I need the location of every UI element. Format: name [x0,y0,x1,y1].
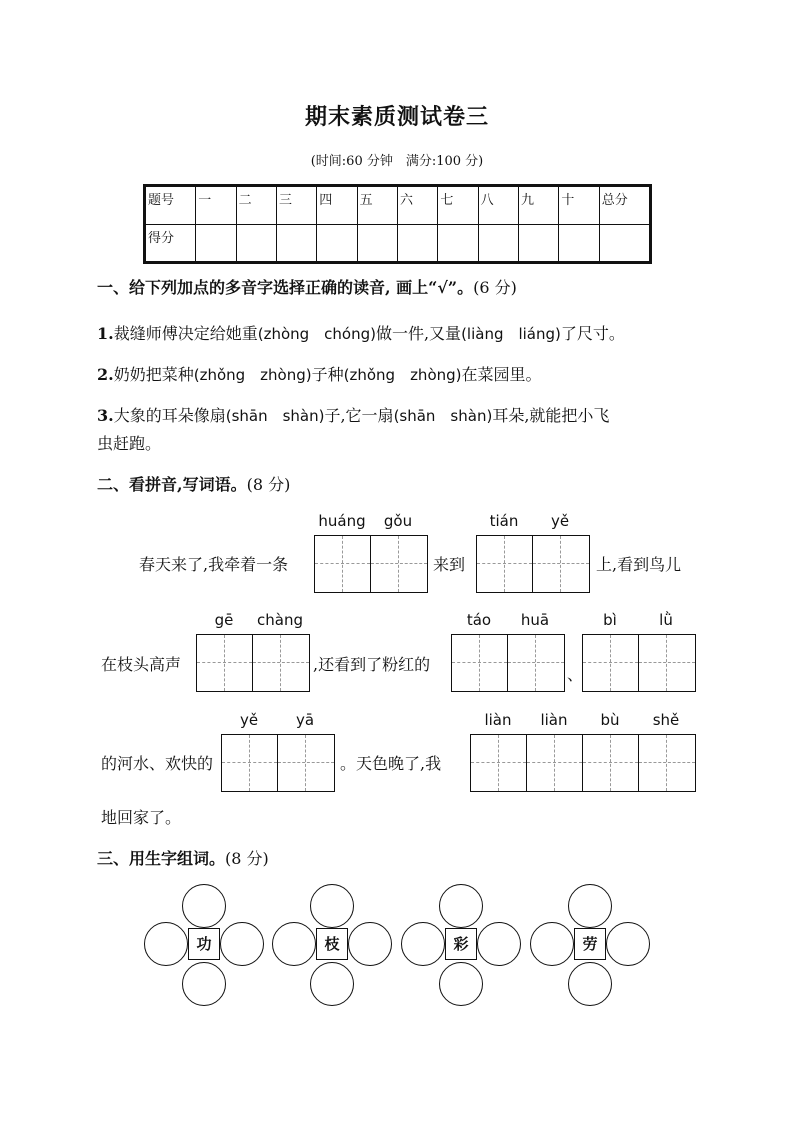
sentence-text: 。天色晚了,我 [340,754,442,773]
score-header-cell: 五 [357,186,397,225]
score-cell[interactable] [357,224,397,263]
pinyin-label: liàn [484,711,512,729]
sentence-text: 春天来了,我牵着一条 [139,555,289,574]
score-table-score-row [145,224,651,263]
word-circle[interactable] [606,922,650,966]
score-header-cell: 一 [196,186,236,225]
page-subtitle: (时间:60 分钟 满分:100 分) [310,154,484,169]
score-header-cell: 四 [317,186,357,225]
question-text: 子,它一扇 [324,406,394,425]
word-circle[interactable] [310,962,354,1006]
question-3 [97,403,609,426]
score-header-cell: 三 [276,186,316,225]
section1-points: (6 分) [473,278,517,297]
score-table-header-row [145,186,651,225]
word-circle[interactable] [401,922,445,966]
score-header-cell: 八 [478,186,518,225]
pinyin-choice[interactable]: (shān shàn) [225,407,325,425]
writing-grid[interactable] [196,634,310,692]
word-circle[interactable] [220,922,264,966]
score-cell[interactable] [397,224,437,263]
score-header-cell: 十 [559,186,599,225]
score-cell[interactable] [478,224,518,263]
word-circle[interactable] [530,922,574,966]
sentence-text: 的河水、欢快的 [101,754,214,773]
question-number: 2. [97,365,114,384]
pinyin-choice[interactable]: (zhǒng zhòng) [343,366,462,384]
word-circle[interactable] [144,922,188,966]
question-text: 奶奶把菜种 [113,365,194,384]
pinyin-label: yě [550,512,570,530]
pinyin-choice[interactable]: (zhǒng zhòng) [193,366,312,384]
score-cell[interactable] [559,224,599,263]
sentence-text: 来到 [433,555,466,574]
pinyin-label: yě [239,711,259,729]
center-character: 彩 [445,928,477,960]
page-title: 期末素质测试卷三 [304,104,489,130]
sentence-text: 在枝头高声 [101,655,182,674]
section3-heading [97,846,269,869]
score-header-cell: 题号 [145,186,196,225]
section1-heading [97,275,517,298]
section1-heading-text: 一、给下列加点的多音字选择正确的读音, 画上“√”。 [97,278,474,297]
score-cell[interactable] [519,224,559,263]
pinyin-label: huáng [318,512,366,530]
writing-grid[interactable] [470,734,696,792]
word-circle[interactable] [477,922,521,966]
sentence-text: 地回家了。 [101,808,182,827]
pinyin-label: táo [466,611,492,629]
pinyin-label: shě [652,711,680,729]
word-circle[interactable] [310,884,354,928]
pinyin-choice[interactable]: (liàng liáng) [461,325,561,343]
question-3-continued: 虫赶跑。 [97,434,162,453]
score-row-label: 得分 [145,224,196,263]
question-text: 大象的耳朵像扇 [113,406,226,425]
writing-grid[interactable] [451,634,565,692]
word-circle[interactable] [568,884,612,928]
pinyin-label: lǜ [659,611,673,629]
writing-grid[interactable] [314,535,428,593]
writing-grid[interactable] [582,634,696,692]
score-table [143,184,652,264]
center-character: 功 [188,928,220,960]
score-cell[interactable] [276,224,316,263]
word-circle[interactable] [272,922,316,966]
score-cell[interactable] [438,224,478,263]
section3-heading-text: 三、用生字组词。 [97,849,226,868]
pinyin-label: tián [489,512,519,530]
center-character: 枝 [316,928,348,960]
pinyin-label: chàng [257,611,303,629]
score-cell[interactable] [317,224,357,263]
pinyin-choice[interactable]: (shān shàn) [393,407,493,425]
pinyin-choice[interactable]: (zhòng chóng) [257,325,376,343]
question-text: 做一件,又量 [375,324,462,343]
word-circle[interactable] [182,884,226,928]
score-header-cell: 二 [236,186,276,225]
pinyin-label: gē [214,611,234,629]
word-circle[interactable] [439,962,483,1006]
question-text: 了尺寸。 [560,324,625,343]
pinyin-label: bù [600,711,620,729]
section2-points: (8 分) [246,475,291,494]
question-text: 子种 [311,365,344,384]
score-header-cell: 七 [438,186,478,225]
section3-points: (8 分) [225,849,269,868]
question-2 [97,362,542,385]
pinyin-label: liàn [540,711,568,729]
sentence-text: ,还看到了粉红的 [313,655,431,674]
score-cell[interactable] [599,224,650,263]
sentence-text: 、 [567,665,584,684]
score-cell[interactable] [196,224,236,263]
question-text: 裁缝师傅决定给她重 [113,324,258,343]
question-number: 3. [97,406,114,425]
word-circle[interactable] [439,884,483,928]
score-header-cell: 总分 [599,186,650,225]
question-number: 1. [97,324,114,343]
section2-heading-text: 二、看拼音,写词语。 [97,475,247,494]
word-circle[interactable] [348,922,392,966]
word-circle[interactable] [182,962,226,1006]
pinyin-label: gǒu [383,512,413,530]
center-character: 劳 [574,928,606,960]
score-header-cell: 九 [519,186,559,225]
question-text: 在菜园里。 [461,365,542,384]
writing-grid[interactable] [221,734,335,792]
pinyin-label: bì [603,611,617,629]
section2-heading [97,472,290,495]
pinyin-label: huā [520,611,550,629]
word-circle[interactable] [568,962,612,1006]
pinyin-label: yā [295,711,315,729]
question-text: 耳朵,就能把小飞 [492,406,610,425]
sentence-text: 上,看到鸟儿 [596,555,682,574]
score-header-cell: 六 [397,186,437,225]
score-cell[interactable] [236,224,276,263]
question-1 [97,321,625,344]
writing-grid[interactable] [476,535,590,593]
